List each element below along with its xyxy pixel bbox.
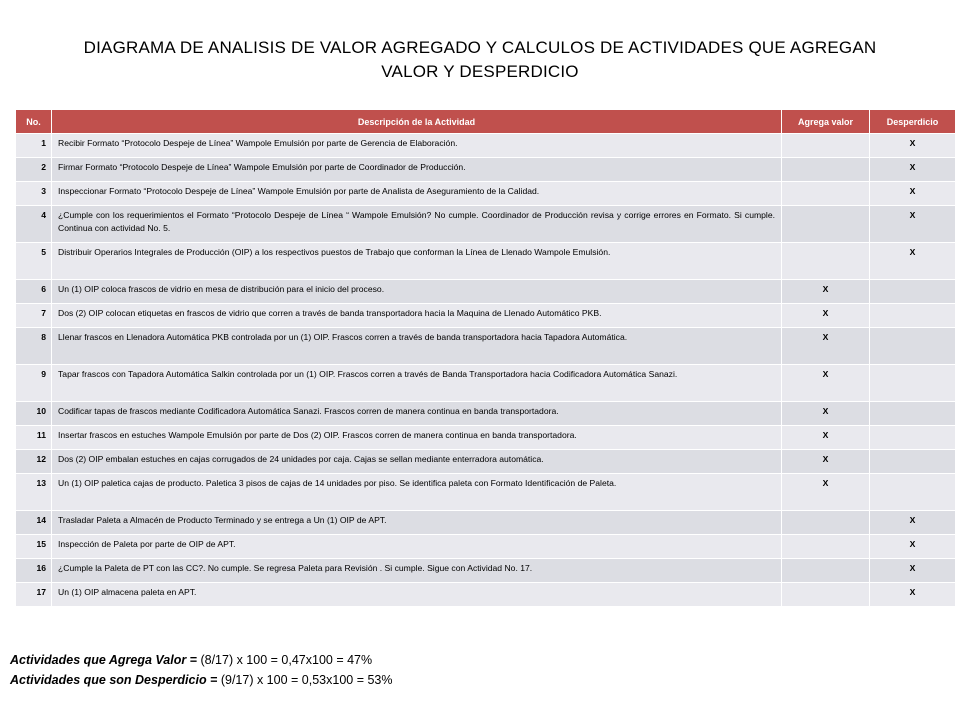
row-desperdicio: X <box>870 559 956 583</box>
row-number: 12 <box>16 450 52 474</box>
row-desperdicio: X <box>870 206 956 243</box>
row-number: 8 <box>16 328 52 365</box>
row-number: 6 <box>16 280 52 304</box>
row-number: 1 <box>16 134 52 158</box>
table-row <box>16 511 956 535</box>
row-description: Llenar frascos en Llenadora Automática PKB controlada por un (1) OIP. Frascos corren a través de banda transportadora hacia Tapadora Automática. <box>52 328 782 365</box>
row-desperdicio <box>870 426 956 450</box>
row-description: Firmar Formato “Protocolo Despeje de Línea” Wampole Emulsión por parte de Coordinador de Producción. <box>52 158 782 182</box>
row-description: Distribuir Operarios Integrales de Producción (OIP) a los respectivos puestos de Trabajo que conforman la Línea de Llenado Wampole Emulsión. <box>52 243 782 280</box>
row-description: Un (1) OIP almacena paleta en APT. <box>52 583 782 607</box>
row-desperdicio: X <box>870 583 956 607</box>
table-row <box>16 426 956 450</box>
activity-table-container <box>15 109 941 607</box>
row-description: Tapar frascos con Tapadora Automática Salkin controlada por un (1) OIP. Frascos corren a través de Banda Transportadora hacia Codificadora Automática Sanazi. <box>52 365 782 402</box>
table-row <box>16 328 956 365</box>
formula-agrega-valor-label: Actividades que Agrega Valor = <box>10 653 197 667</box>
row-number: 4 <box>16 206 52 243</box>
row-description: Un (1) OIP coloca frascos de vidrio en mesa de distribución para el inicio del proceso. <box>52 280 782 304</box>
row-description: Inspeccionar Formato “Protocolo Despeje de Línea” Wampole Emulsión por parte de Analista de Aseguramiento de la Calidad. <box>52 182 782 206</box>
row-number: 16 <box>16 559 52 583</box>
table-header-row <box>16 110 956 134</box>
table-row <box>16 402 956 426</box>
row-desperdicio <box>870 365 956 402</box>
table-row <box>16 134 956 158</box>
row-description: Recibir Formato “Protocolo Despeje de Línea” Wampole Emulsión por parte de Gerencia de Elaboración. <box>52 134 782 158</box>
formula-desperdicio-label: Actividades que son Desperdicio = <box>10 673 218 687</box>
table-row <box>16 158 956 182</box>
row-desperdicio: X <box>870 158 956 182</box>
summary-formulas <box>10 650 392 690</box>
row-desperdicio <box>870 304 956 328</box>
row-desperdicio <box>870 474 956 511</box>
title-line-2: VALOR Y DESPERDICIO <box>381 62 579 81</box>
row-number: 9 <box>16 365 52 402</box>
title-line-1: DIAGRAMA DE ANALISIS DE VALOR AGREGADO Y CALCULOS DE ACTIVIDADES QUE AGREGAN <box>83 38 877 57</box>
header-agrega-valor: Agrega valor <box>782 110 870 134</box>
row-desperdicio <box>870 280 956 304</box>
row-desperdicio: X <box>870 243 956 280</box>
row-description: Un (1) OIP paletica cajas de producto. Paletica 3 pisos de cajas de 14 unidades por piso. Se identifica paleta con Formato Identificación de Paleta. <box>52 474 782 511</box>
row-number: 13 <box>16 474 52 511</box>
table-row <box>16 450 956 474</box>
header-desperdicio: Desperdicio <box>870 110 956 134</box>
table-row <box>16 559 956 583</box>
row-agrega-valor: X <box>782 304 870 328</box>
row-agrega-valor <box>782 158 870 182</box>
table-row <box>16 280 956 304</box>
row-agrega-valor: X <box>782 280 870 304</box>
row-agrega-valor <box>782 535 870 559</box>
row-desperdicio: X <box>870 535 956 559</box>
table-row <box>16 206 956 243</box>
header-description: Descripción de la Actividad <box>52 110 782 134</box>
row-agrega-valor: X <box>782 426 870 450</box>
row-desperdicio: X <box>870 511 956 535</box>
row-desperdicio: X <box>870 134 956 158</box>
table-row <box>16 365 956 402</box>
table-row <box>16 583 956 607</box>
table-row <box>16 474 956 511</box>
row-agrega-valor <box>782 206 870 243</box>
row-description: Inspección de Paleta por parte de OIP de APT. <box>52 535 782 559</box>
row-agrega-valor: X <box>782 402 870 426</box>
row-description: Codificar tapas de frascos mediante Codificadora Automática Sanazi. Frascos corren de manera continua en banda transportadora. <box>52 402 782 426</box>
row-number: 11 <box>16 426 52 450</box>
row-agrega-valor: X <box>782 474 870 511</box>
row-agrega-valor <box>782 134 870 158</box>
row-description: Trasladar Paleta a Almacén de Producto Terminado y se entrega a Un (1) OIP de APT. <box>52 511 782 535</box>
row-number: 10 <box>16 402 52 426</box>
row-desperdicio: X <box>870 182 956 206</box>
table-row <box>16 535 956 559</box>
row-agrega-valor: X <box>782 450 870 474</box>
row-number: 2 <box>16 158 52 182</box>
formula-desperdicio-expression: (9/17) x 100 = 0,53x100 = 53% <box>217 673 393 687</box>
row-number: 3 <box>16 182 52 206</box>
row-number: 17 <box>16 583 52 607</box>
row-description: Dos (2) OIP embalan estuches en cajas corrugados de 24 unidades por caja. Cajas se sellan mediante enterradora automática. <box>52 450 782 474</box>
row-desperdicio <box>870 328 956 365</box>
row-description: ¿Cumple con los requerimientos el Formato “Protocolo Despeje de Línea “ Wampole Emulsión? No cumple. Coordinador de Producción revisa y corrige errores en Formato. Si cumple. Continua con actividad No. 5. <box>52 206 782 243</box>
row-description: ¿Cumple la Paleta de PT con las CC?. No cumple. Se regresa Paleta para Revisión . Si cumple. Sigue con Actividad No. 17. <box>52 559 782 583</box>
row-number: 14 <box>16 511 52 535</box>
row-number: 15 <box>16 535 52 559</box>
row-agrega-valor: X <box>782 328 870 365</box>
formula-agrega-valor-expression: (8/17) x 100 = 0,47x100 = 47% <box>196 653 373 667</box>
row-desperdicio <box>870 402 956 426</box>
row-description: Insertar frascos en estuches Wampole Emulsión por parte de Dos (2) OIP. Frascos corren de manera continua en banda transportadora. <box>52 426 782 450</box>
table-row <box>16 243 956 280</box>
activity-table <box>15 109 956 607</box>
formula-agrega-valor <box>10 650 392 670</box>
row-agrega-valor <box>782 243 870 280</box>
row-number: 5 <box>16 243 52 280</box>
row-agrega-valor <box>782 583 870 607</box>
page-title <box>40 36 920 84</box>
table-row <box>16 304 956 328</box>
table-row <box>16 182 956 206</box>
header-no: No. <box>16 110 52 134</box>
row-agrega-valor <box>782 182 870 206</box>
row-description: Dos (2) OIP colocan etiquetas en frascos de vidrio que corren a través de banda transportadora hacia la Maquina de Llenado Automático PKB. <box>52 304 782 328</box>
row-desperdicio <box>870 450 956 474</box>
row-agrega-valor <box>782 559 870 583</box>
row-number: 7 <box>16 304 52 328</box>
formula-desperdicio <box>10 670 392 690</box>
row-agrega-valor: X <box>782 365 870 402</box>
row-agrega-valor <box>782 511 870 535</box>
